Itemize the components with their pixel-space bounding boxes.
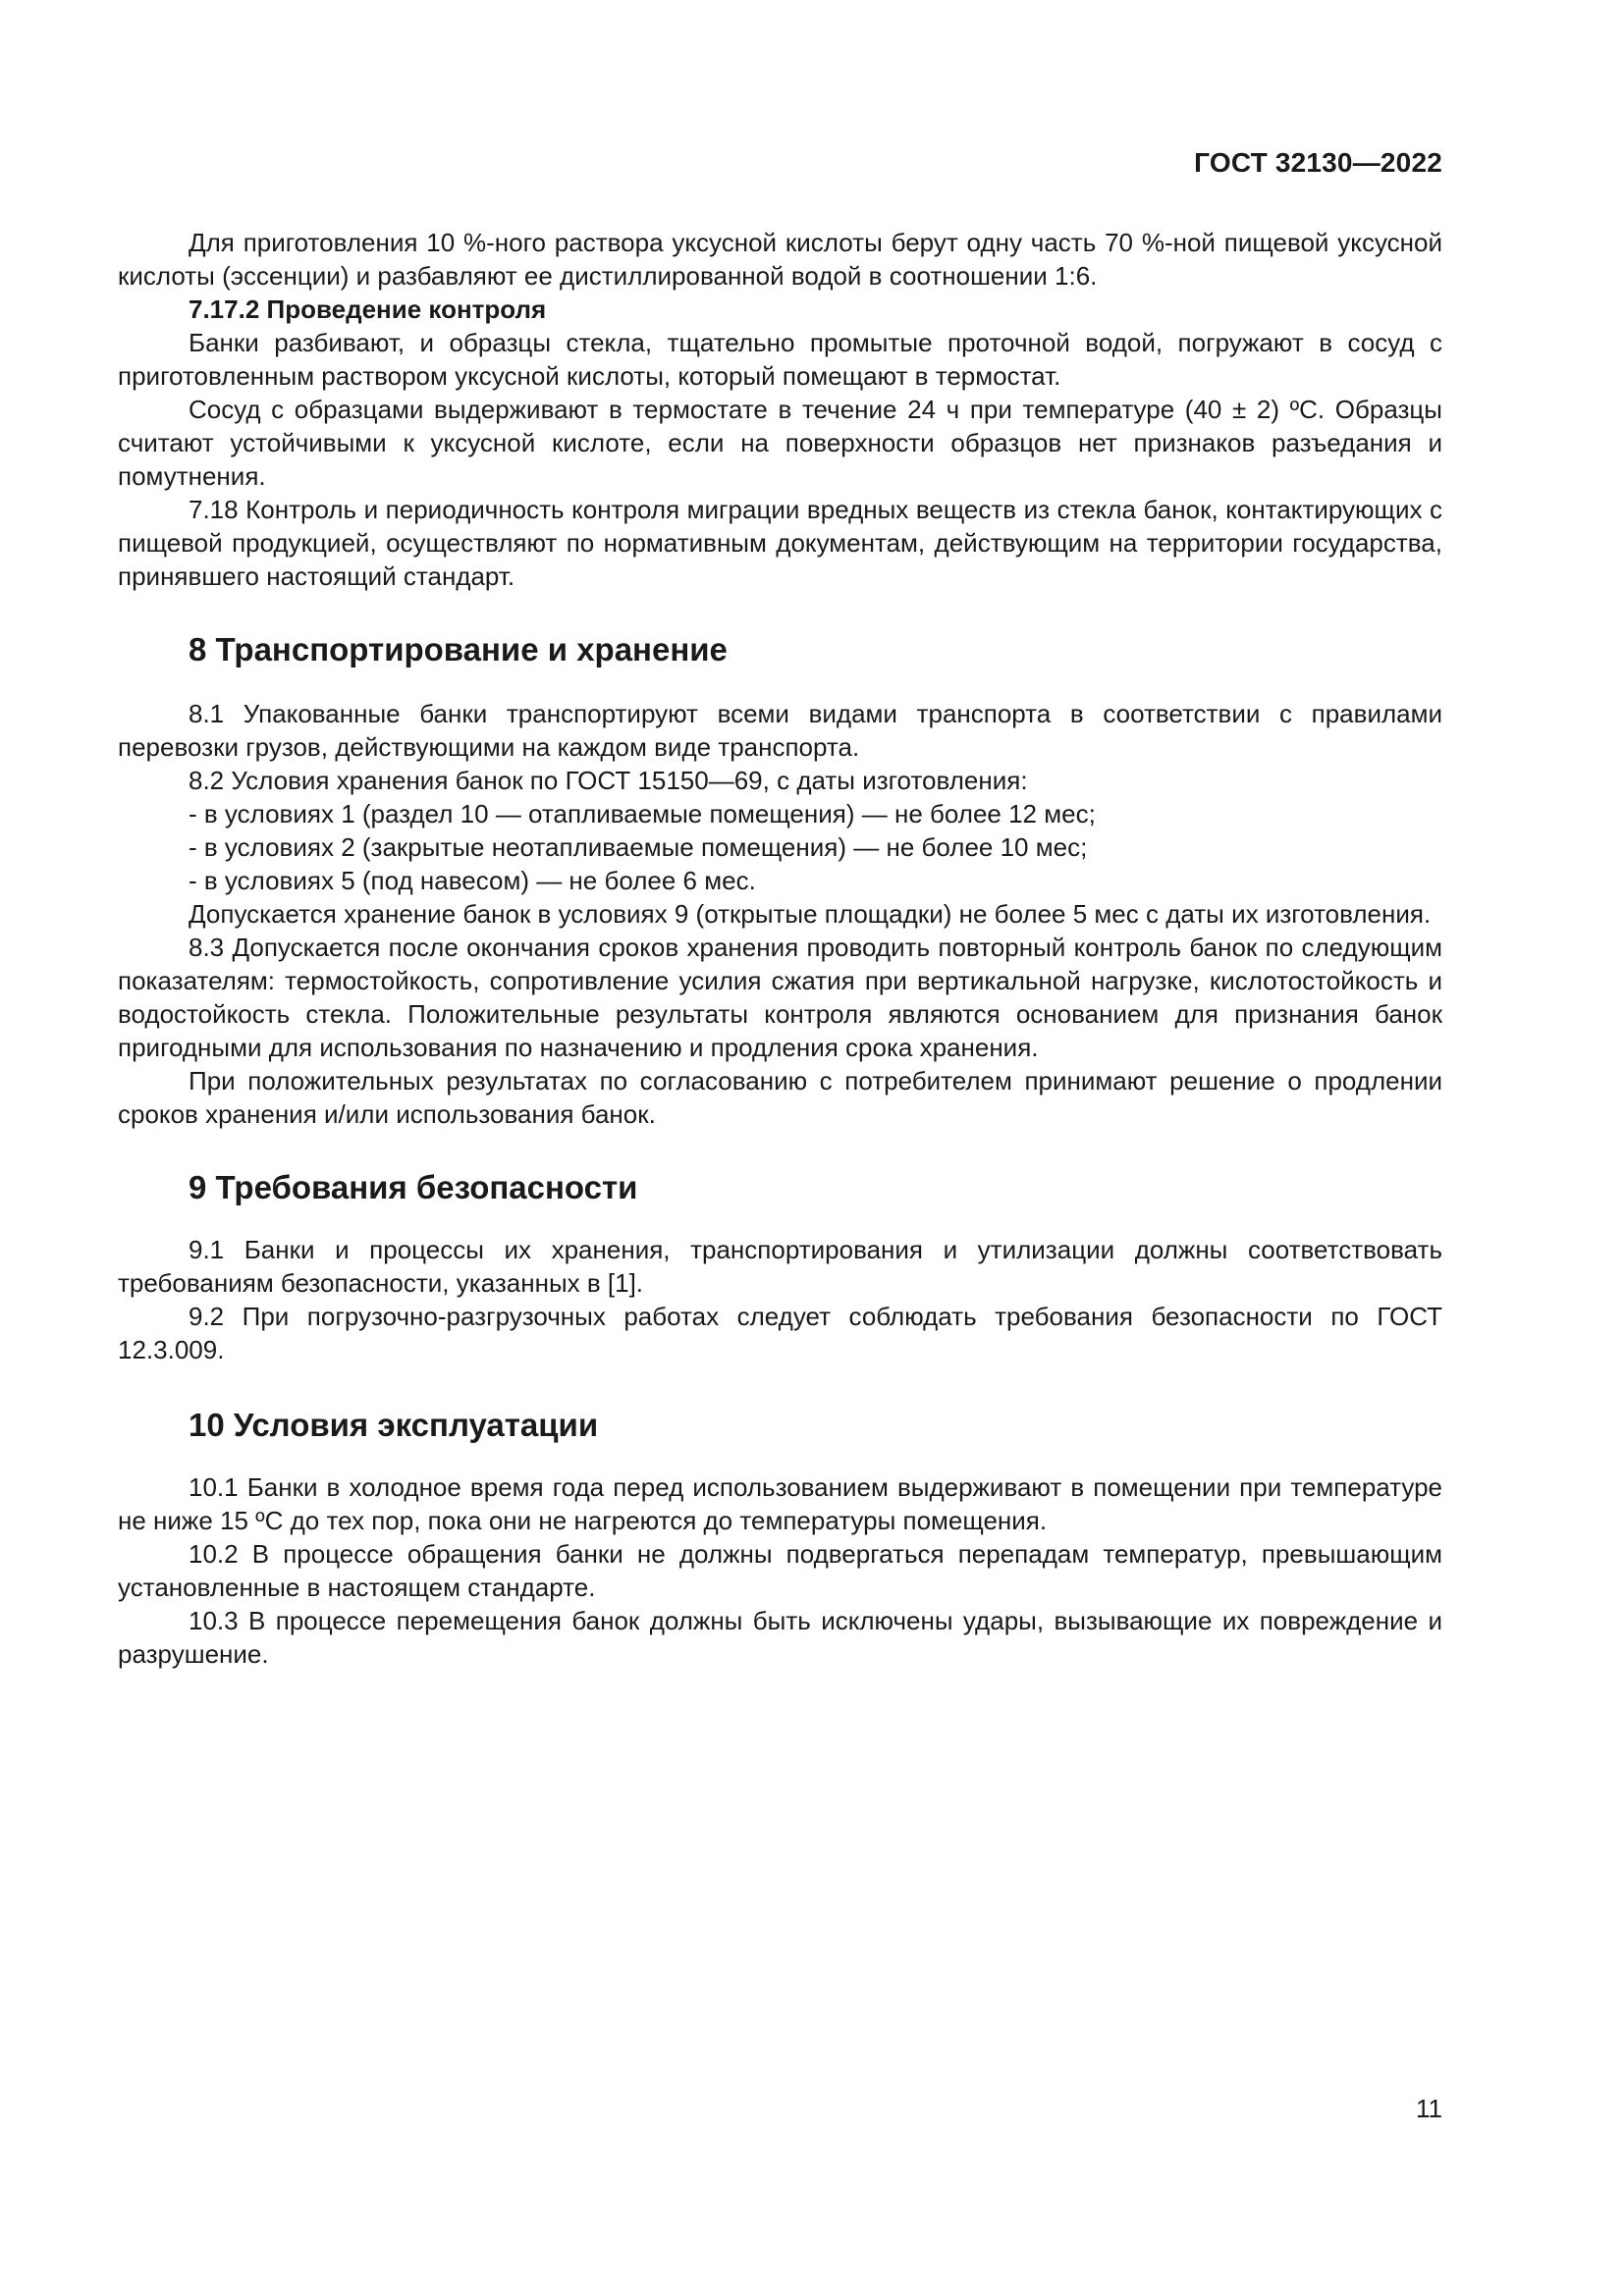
paragraph-9-2: 9.2 При погрузочно-разгрузочных работах следует соблюдать требования безопасности по ГОСТ 12.3.009. [118, 1302, 1442, 1364]
document-code: ГОСТ 32130—2022 [1194, 147, 1442, 178]
list-item: - в условиях 2 (закрытые неотапливаемые помещения) — не более 10 мес; [189, 832, 1088, 862]
page-number: 11 [1416, 2094, 1442, 2123]
section-title-8: 8 Транспортирование и хранение [189, 631, 728, 667]
subsection-title-7-17-2: 7.17.2 Проведение контроля [189, 294, 547, 324]
list-item: - в условиях 5 (под навесом) — не более 6 мес. [189, 866, 756, 895]
paragraph-10-1: 10.1 Банки в холодное время года перед использованием выдерживают в помещении при температуре не ниже 15 ºС до тех пор, пока они не нагреются до температуры помещения. [118, 1472, 1442, 1535]
section-title-9: 9 Требования безопасности [189, 1169, 638, 1205]
list-item: - в условиях 1 (раздел 10 — отапливаемые помещения) — не более 12 мес; [189, 799, 1096, 828]
paragraph-9-1: 9.1 Банки и процессы их хранения, транспортирования и утилизации должны соответствовать требованиям безопасности, указанных в [1]. [118, 1235, 1442, 1298]
section-title-10: 10 Условия эксплуатации [189, 1407, 599, 1443]
paragraph-thermostat: Сосуд с образцами выдерживают в термостате в течение 24 ч при температуре (40 ± 2) ºС. Образцы считают устойчивыми к уксусной кислоте, если на поверхности образцов нет признаков разъедания и помутнения. [118, 395, 1442, 491]
paragraph-8-3: 8.3 Допускается после окончания сроков хранения проводить повторный контроль банок по следующим показателям: термостойкость, сопротивление усилия сжатия при вертикальной нагрузке, кислотостойкость и водостойкость стекла. Положительные результаты контроля являются основанием для признания банок пригодными для использования по назначению и продления срока хранения. [118, 933, 1442, 1062]
document-body [118, 226, 1442, 1671]
paragraph-8-2: 8.2 Условия хранения банок по ГОСТ 15150—69, с даты изготовления: [189, 766, 1028, 795]
paragraph-10-2: 10.2 В процессе обращения банки не должны подвергаться перепадам температур, превышающим установленные в настоящем стандарте. [118, 1539, 1442, 1602]
paragraph-acid-preparation: Для приготовления 10 %-ного раствора уксусной кислоты берут одну часть 70 %-ной пищевой уксусной кислоты (эссенции) и разбавляют ее дистиллированной водой в соотношении 1:6. [118, 228, 1442, 291]
paragraph-7-18: 7.18 Контроль и периодичность контроля миграции вредных веществ из стекла банок, контактирующих с пищевой продукцией, осуществляют по нормативным документам, действующим на территории государства, принявшего настоящий стандарт. [118, 495, 1442, 591]
paragraph-10-3: 10.3 В процессе перемещения банок должны быть исключены удары, вызывающие их повреждение и разрушение. [118, 1606, 1442, 1669]
paragraph-extension: При положительных результатах по согласованию с потребителем принимают решение о продлении сроков хранения и/или использования банок. [118, 1066, 1442, 1129]
paragraph-open-storage: Допускается хранение банок в условиях 9 (открытые площадки) не более 5 мес с даты их изготовления. [189, 899, 1432, 929]
paragraph-8-1: 8.1 Упакованные банки транспортируют всеми видами транспорта в соответствии с правилами перевозки грузов, действующими на каждом виде транспорта. [118, 699, 1442, 762]
paragraph-breaking-jars: Банки разбивают, и образцы стекла, тщательно промытые проточной водой, погружают в сосуд с приготовленным раствором уксусной кислоты, который помещают в термостат. [118, 328, 1442, 391]
